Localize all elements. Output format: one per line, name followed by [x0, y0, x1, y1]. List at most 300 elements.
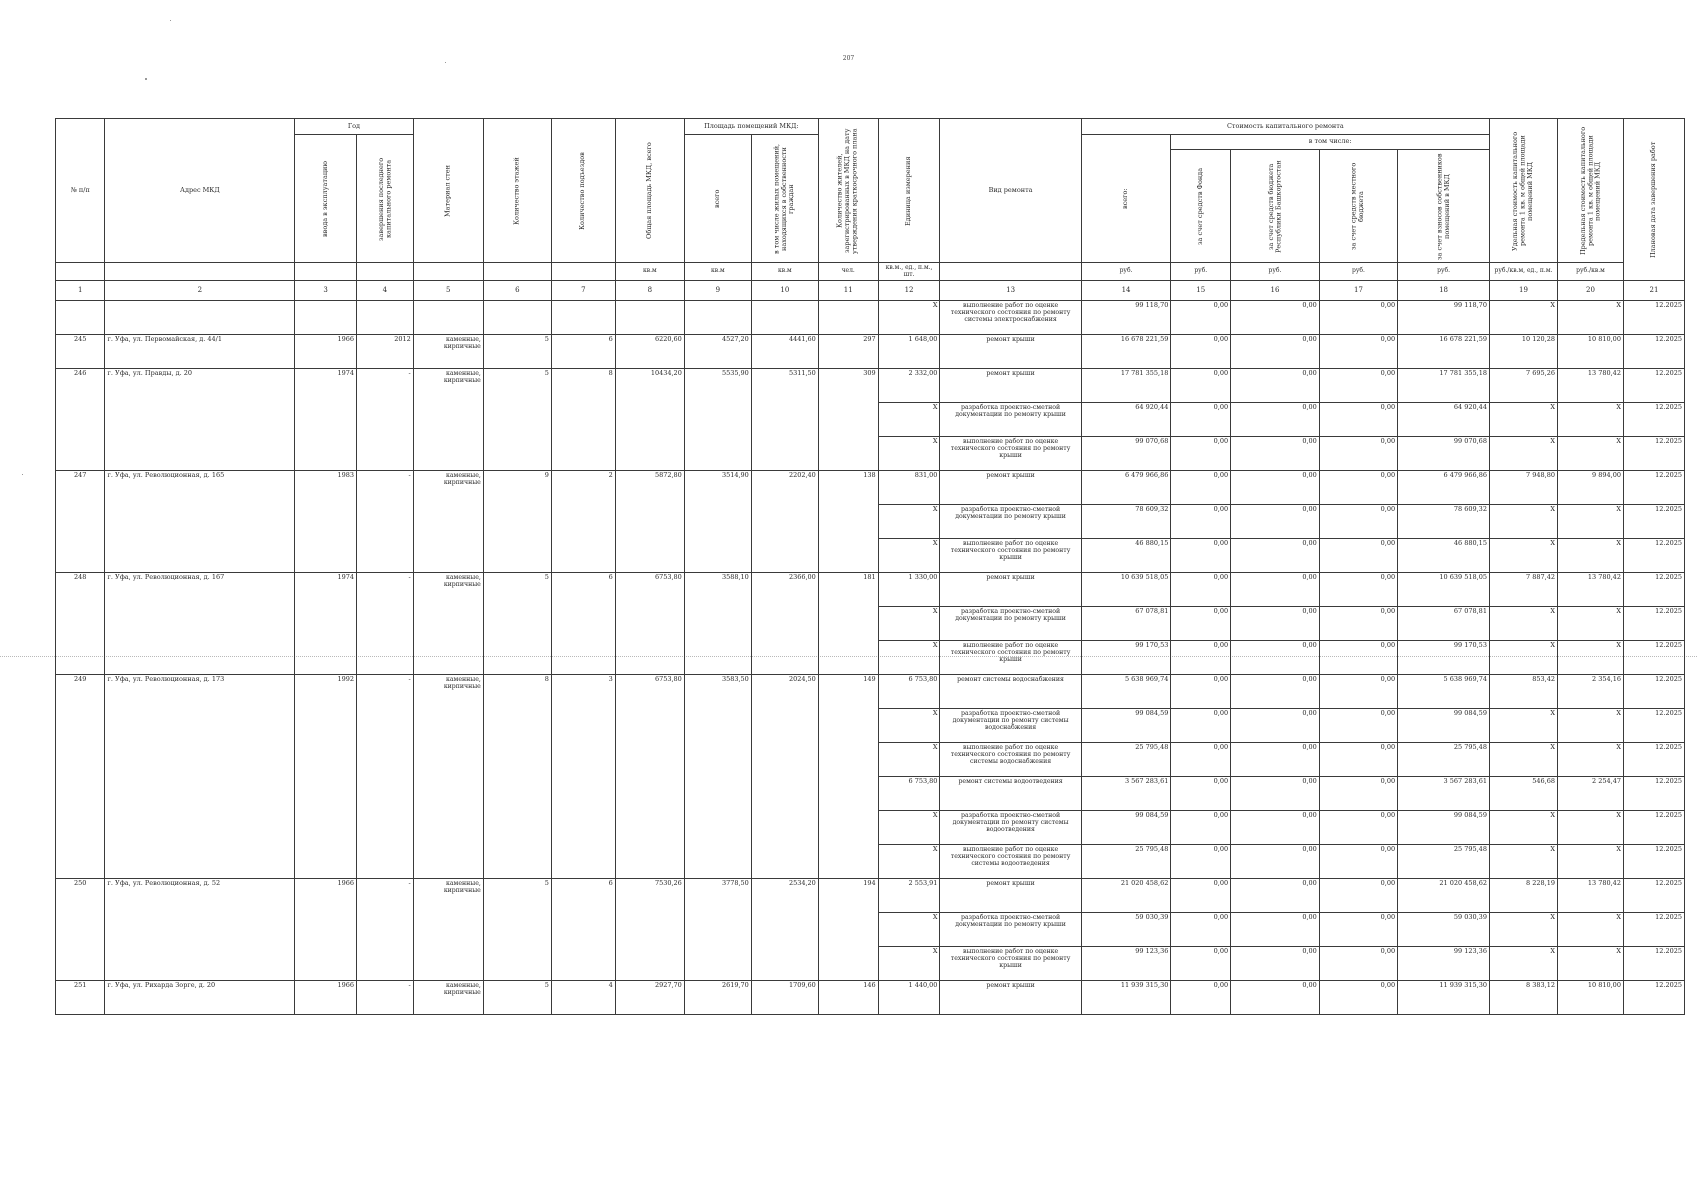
cost-total-cell: 10 639 518,05 [1081, 573, 1171, 607]
wall-material-cell: каменные, кирпичные [413, 471, 483, 573]
cost-local-cell: 0,00 [1319, 301, 1397, 335]
cost-total-cell: 67 078,81 [1081, 607, 1171, 641]
cost-owners-cell: 64 920,44 [1398, 403, 1490, 437]
limit-cost-cell: X [1558, 845, 1624, 879]
limit-cost-cell: X [1558, 403, 1624, 437]
table-body [56, 301, 1685, 1015]
year-built-cell: 1966 [295, 335, 357, 369]
repair-type-cell: ремонт крыши [940, 879, 1081, 913]
planned-date-cell: 12.2025 [1623, 607, 1684, 641]
floors-cell: 9 [483, 471, 551, 573]
header-year-last-repair: завершения последнего капитального ремонта [357, 135, 414, 263]
limit-cost-cell: 13 780,42 [1558, 879, 1624, 913]
table-row [56, 369, 1685, 403]
unit-cost-cell: X [1489, 437, 1557, 471]
cost-local-cell: 0,00 [1319, 675, 1397, 709]
wall-material-cell: каменные, кирпичные [413, 335, 483, 369]
wall-material-cell: каменные, кирпичные [413, 981, 483, 1015]
floors-cell: 5 [483, 879, 551, 981]
row-number: 245 [56, 335, 105, 369]
cost-rb-cell: 0,00 [1231, 947, 1320, 981]
wall-material-cell: каменные, кирпичные [413, 369, 483, 471]
year-built-cell: 1992 [295, 675, 357, 879]
planned-date-cell: 12.2025 [1623, 675, 1684, 709]
header-wall-material: Материал стен [413, 119, 483, 263]
unit-cell: кв.м [615, 263, 684, 281]
address-cell: г. Уфа, ул. Первомайская, д. 44/1 [105, 335, 295, 369]
unit-cell: руб. [1171, 263, 1231, 281]
planned-date-cell: 12.2025 [1623, 947, 1684, 981]
limit-cost-cell: X [1558, 505, 1624, 539]
year-repair-cell: - [357, 573, 414, 675]
cost-fund-cell: 0,00 [1171, 981, 1231, 1015]
repair-type-cell: выполнение работ по оценке технического состояния по ремонту системы электроснабжения [940, 301, 1081, 335]
total-area-cell [615, 301, 684, 335]
planned-date-cell: 12.2025 [1623, 743, 1684, 777]
header-address: Адрес МКД [105, 119, 295, 263]
row-number: 247 [56, 471, 105, 573]
column-number: 14 [1081, 281, 1171, 301]
repair-type-cell: разработка проектно-сметной документации по ремонту крыши [940, 913, 1081, 947]
unit-value-cell: X [878, 913, 940, 947]
total-area-cell: 2927,70 [615, 981, 684, 1015]
total-area-cell: 6753,80 [615, 675, 684, 879]
unit-cost-cell: X [1489, 505, 1557, 539]
unit-cost-cell: X [1489, 607, 1557, 641]
cost-total-cell: 25 795,48 [1081, 845, 1171, 879]
cost-local-cell: 0,00 [1319, 437, 1397, 471]
year-built-cell: 1966 [295, 981, 357, 1015]
cost-owners-cell: 3 567 283,61 [1398, 777, 1490, 811]
area-living-cell: 2366,00 [751, 573, 818, 675]
table-row [56, 471, 1685, 505]
unit-value-cell: X [878, 437, 940, 471]
repair-type-cell: выполнение работ по оценке технического состояния по ремонту системы водоотведения [940, 845, 1081, 879]
unit-value-cell: 6 753,80 [878, 777, 940, 811]
cost-rb-cell: 0,00 [1231, 369, 1320, 403]
area-living-cell: 5311,50 [751, 369, 818, 471]
table-row [56, 301, 1685, 335]
cost-owners-cell: 99 170,53 [1398, 641, 1490, 675]
header-cost-group: Стоимость капитального ремонта [1081, 119, 1489, 135]
area-living-cell: 2024,50 [751, 675, 818, 879]
year-repair-cell: - [357, 675, 414, 879]
floors-cell: 5 [483, 335, 551, 369]
year-built-cell [295, 301, 357, 335]
cost-local-cell: 0,00 [1319, 335, 1397, 369]
cost-rb-cell: 0,00 [1231, 641, 1320, 675]
cost-local-cell: 0,00 [1319, 981, 1397, 1015]
unit-value-cell: X [878, 301, 940, 335]
cost-total-cell: 59 030,39 [1081, 913, 1171, 947]
header-total-area: Общая площадь МКД, всего [615, 119, 684, 263]
residents-cell: 309 [818, 369, 878, 471]
year-built-cell: 1983 [295, 471, 357, 573]
header-cost-fund: за счет средств Фонда [1171, 150, 1231, 263]
header-year-built: ввода в эксплуатацию [295, 135, 357, 263]
cost-rb-cell: 0,00 [1231, 505, 1320, 539]
header-area-all: всего [684, 135, 751, 263]
header-cost-local: за счет средств местного бюджета [1319, 150, 1397, 263]
cost-total-cell: 99 070,68 [1081, 437, 1171, 471]
cost-owners-cell: 67 078,81 [1398, 607, 1490, 641]
header-repair-type: Вид ремонта [940, 119, 1081, 263]
entrances-cell: 6 [551, 335, 615, 369]
repair-type-cell: ремонт системы водоснабжения [940, 675, 1081, 709]
cost-fund-cell: 0,00 [1171, 573, 1231, 607]
cost-local-cell: 0,00 [1319, 641, 1397, 675]
unit-cell [295, 263, 357, 281]
cost-owners-cell: 5 638 969,74 [1398, 675, 1490, 709]
unit-value-cell: 1 440,00 [878, 981, 940, 1015]
cost-local-cell: 0,00 [1319, 845, 1397, 879]
cost-owners-cell: 17 781 355,18 [1398, 369, 1490, 403]
repair-type-cell: выполнение работ по оценке технического состояния по ремонту крыши [940, 437, 1081, 471]
wall-material-cell: каменные, кирпичные [413, 573, 483, 675]
unit-cost-cell: X [1489, 403, 1557, 437]
cost-local-cell: 0,00 [1319, 777, 1397, 811]
unit-cell: чел. [818, 263, 878, 281]
cost-rb-cell: 0,00 [1231, 607, 1320, 641]
cost-rb-cell: 0,00 [1231, 437, 1320, 471]
planned-date-cell: 12.2025 [1623, 471, 1684, 505]
residents-cell: 181 [818, 573, 878, 675]
limit-cost-cell: X [1558, 709, 1624, 743]
repair-type-cell: разработка проектно-сметной документации по ремонту крыши [940, 505, 1081, 539]
repair-type-cell: ремонт крыши [940, 981, 1081, 1015]
unit-cell [357, 263, 414, 281]
unit-cost-cell: 853,42 [1489, 675, 1557, 709]
unit-cost-cell: X [1489, 947, 1557, 981]
header-unit: Единица измерения [878, 119, 940, 263]
row-number: 250 [56, 879, 105, 981]
unit-value-cell: 2 332,00 [878, 369, 940, 403]
unit-cell: руб. [1231, 263, 1320, 281]
limit-cost-cell: X [1558, 913, 1624, 947]
table-row [56, 675, 1685, 709]
row-number: 251 [56, 981, 105, 1015]
floors-cell: 5 [483, 573, 551, 675]
cost-fund-cell: 0,00 [1171, 539, 1231, 573]
planned-date-cell: 12.2025 [1623, 301, 1684, 335]
residents-cell: 138 [818, 471, 878, 573]
repair-type-cell: выполнение работ по оценке технического состояния по ремонту системы водоснабжения [940, 743, 1081, 777]
year-built-cell: 1966 [295, 879, 357, 981]
unit-cell [413, 263, 483, 281]
cost-fund-cell: 0,00 [1171, 505, 1231, 539]
column-number: 20 [1558, 281, 1624, 301]
column-number: 1 [56, 281, 105, 301]
scan-speck [145, 78, 147, 80]
row-number: 248 [56, 573, 105, 675]
area-all-cell: 5535,90 [684, 369, 751, 471]
limit-cost-cell: X [1558, 743, 1624, 777]
column-number: 7 [551, 281, 615, 301]
unit-value-cell: X [878, 743, 940, 777]
year-repair-cell: - [357, 471, 414, 573]
residents-cell: 149 [818, 675, 878, 879]
column-number: 9 [684, 281, 751, 301]
column-number: 18 [1398, 281, 1490, 301]
limit-cost-cell: 10 810,00 [1558, 981, 1624, 1015]
unit-value-cell: X [878, 709, 940, 743]
cost-local-cell: 0,00 [1319, 369, 1397, 403]
limit-cost-cell: 2 354,16 [1558, 675, 1624, 709]
year-repair-cell: - [357, 981, 414, 1015]
cost-fund-cell: 0,00 [1171, 947, 1231, 981]
cost-total-cell: 99 084,59 [1081, 709, 1171, 743]
header-entrances: Количество подъездов [551, 119, 615, 263]
cost-owners-cell: 25 795,48 [1398, 845, 1490, 879]
cost-total-cell: 64 920,44 [1081, 403, 1171, 437]
header-residents: Количество жителей, зарегистрированных в МКД на дату утверждения краткосрочного плана [818, 119, 878, 263]
floors-cell [483, 301, 551, 335]
column-number: 8 [615, 281, 684, 301]
unit-value-cell: X [878, 845, 940, 879]
planned-date-cell: 12.2025 [1623, 777, 1684, 811]
cost-owners-cell: 99 070,68 [1398, 437, 1490, 471]
area-all-cell: 3514,90 [684, 471, 751, 573]
limit-cost-cell: X [1558, 301, 1624, 335]
area-living-cell: 4441,60 [751, 335, 818, 369]
table-row [56, 573, 1685, 607]
cost-rb-cell: 0,00 [1231, 675, 1320, 709]
column-number: 11 [818, 281, 878, 301]
cost-owners-cell: 16 678 221,59 [1398, 335, 1490, 369]
unit-value-cell: X [878, 607, 940, 641]
planned-date-cell: 12.2025 [1623, 573, 1684, 607]
area-living-cell [751, 301, 818, 335]
planned-date-cell: 12.2025 [1623, 539, 1684, 573]
unit-value-cell: 6 753,80 [878, 675, 940, 709]
header-unit-cost: Удельная стоимость капитального ремонта 1 кв. м общей площади помещений МКД [1489, 119, 1557, 263]
cost-rb-cell: 0,00 [1231, 301, 1320, 335]
cost-local-cell: 0,00 [1319, 913, 1397, 947]
total-area-cell: 10434,20 [615, 369, 684, 471]
repair-type-cell: разработка проектно-сметной документации по ремонту системы водоотведения [940, 811, 1081, 845]
address-cell: г. Уфа, ул. Революционная, д. 167 [105, 573, 295, 675]
cost-owners-cell: 25 795,48 [1398, 743, 1490, 777]
cost-fund-cell: 0,00 [1171, 675, 1231, 709]
page-number: 207 [842, 55, 855, 62]
planned-date-cell: 12.2025 [1623, 811, 1684, 845]
header-number: № п/п [56, 119, 105, 263]
column-number: 19 [1489, 281, 1557, 301]
entrances-cell: 6 [551, 573, 615, 675]
planned-date-cell: 12.2025 [1623, 709, 1684, 743]
repair-type-cell: выполнение работ по оценке технического состояния по ремонту крыши [940, 947, 1081, 981]
repair-type-cell: ремонт крыши [940, 335, 1081, 369]
cost-fund-cell: 0,00 [1171, 709, 1231, 743]
cost-total-cell: 46 880,15 [1081, 539, 1171, 573]
cost-total-cell: 5 638 969,74 [1081, 675, 1171, 709]
residents-cell [818, 301, 878, 335]
cost-owners-cell: 11 939 315,30 [1398, 981, 1490, 1015]
header-year-group: Год [295, 119, 414, 135]
header-cost-owners: за счет взносов собственников помещений в МКД [1398, 150, 1490, 263]
unit-cell [56, 263, 105, 281]
limit-cost-cell: X [1558, 607, 1624, 641]
cost-local-cell: 0,00 [1319, 539, 1397, 573]
year-built-cell: 1974 [295, 369, 357, 471]
repair-type-cell: выполнение работ по оценке технического состояния по ремонту крыши [940, 641, 1081, 675]
area-all-cell: 3583,50 [684, 675, 751, 879]
area-all-cell: 2619,70 [684, 981, 751, 1015]
cost-fund-cell: 0,00 [1171, 301, 1231, 335]
total-area-cell: 5872,80 [615, 471, 684, 573]
unit-cost-cell: X [1489, 845, 1557, 879]
unit-cell [105, 263, 295, 281]
cost-local-cell: 0,00 [1319, 743, 1397, 777]
unit-cost-cell: X [1489, 709, 1557, 743]
repair-type-cell: ремонт крыши [940, 471, 1081, 505]
unit-value-cell: X [878, 947, 940, 981]
year-repair-cell: - [357, 369, 414, 471]
cost-fund-cell: 0,00 [1171, 437, 1231, 471]
unit-cell: руб./кв.м, ед., п.м. [1489, 263, 1557, 281]
cost-rb-cell: 0,00 [1231, 539, 1320, 573]
limit-cost-cell: X [1558, 811, 1624, 845]
cost-fund-cell: 0,00 [1171, 335, 1231, 369]
total-area-cell: 6220,60 [615, 335, 684, 369]
cost-total-cell: 16 678 221,59 [1081, 335, 1171, 369]
limit-cost-cell: 13 780,42 [1558, 369, 1624, 403]
column-number: 6 [483, 281, 551, 301]
cost-rb-cell: 0,00 [1231, 879, 1320, 913]
limit-cost-cell: X [1558, 641, 1624, 675]
cost-fund-cell: 0,00 [1171, 777, 1231, 811]
limit-cost-cell: 9 894,00 [1558, 471, 1624, 505]
column-number: 2 [105, 281, 295, 301]
planned-date-cell: 12.2025 [1623, 403, 1684, 437]
limit-cost-cell: X [1558, 947, 1624, 981]
cost-fund-cell: 0,00 [1171, 913, 1231, 947]
cost-local-cell: 0,00 [1319, 811, 1397, 845]
cost-local-cell: 0,00 [1319, 403, 1397, 437]
residents-cell: 194 [818, 879, 878, 981]
cost-local-cell: 0,00 [1319, 709, 1397, 743]
cost-fund-cell: 0,00 [1171, 811, 1231, 845]
unit-value-cell: X [878, 641, 940, 675]
column-number: 15 [1171, 281, 1231, 301]
unit-cost-cell: 10 120,28 [1489, 335, 1557, 369]
planned-date-cell: 12.2025 [1623, 369, 1684, 403]
scan-speck [22, 474, 23, 475]
cost-total-cell: 6 479 966,86 [1081, 471, 1171, 505]
cost-local-cell: 0,00 [1319, 879, 1397, 913]
unit-cell: руб./кв.м [1558, 263, 1624, 281]
cost-rb-cell: 0,00 [1231, 811, 1320, 845]
repair-type-cell: разработка проектно-сметной документации по ремонту крыши [940, 403, 1081, 437]
unit-cost-cell: X [1489, 811, 1557, 845]
cost-total-cell: 21 020 458,62 [1081, 879, 1171, 913]
cost-fund-cell: 0,00 [1171, 403, 1231, 437]
unit-cell: кв.м [684, 263, 751, 281]
cost-owners-cell: 99 084,59 [1398, 709, 1490, 743]
unit-cost-cell: 8 228,19 [1489, 879, 1557, 913]
limit-cost-cell: 10 810,00 [1558, 335, 1624, 369]
floors-cell: 5 [483, 369, 551, 471]
unit-value-cell: 2 553,91 [878, 879, 940, 913]
cost-rb-cell: 0,00 [1231, 403, 1320, 437]
cost-local-cell: 0,00 [1319, 573, 1397, 607]
residents-cell: 297 [818, 335, 878, 369]
column-number: 10 [751, 281, 818, 301]
residents-cell: 146 [818, 981, 878, 1015]
unit-cost-cell: X [1489, 913, 1557, 947]
total-area-cell: 6753,80 [615, 573, 684, 675]
year-repair-cell: - [357, 879, 414, 981]
cost-owners-cell: 78 609,32 [1398, 505, 1490, 539]
header-cost-total: всего: [1081, 135, 1171, 263]
floors-cell: 5 [483, 981, 551, 1015]
entrances-cell: 8 [551, 369, 615, 471]
limit-cost-cell: X [1558, 539, 1624, 573]
unit-cell [483, 263, 551, 281]
unit-cell: кв.м [751, 263, 818, 281]
year-repair-cell: 2012 [357, 335, 414, 369]
entrances-cell: 6 [551, 879, 615, 981]
wall-material-cell: каменные, кирпичные [413, 879, 483, 981]
total-area-cell: 7530,26 [615, 879, 684, 981]
planned-date-cell: 12.2025 [1623, 437, 1684, 471]
cost-owners-cell: 99 084,59 [1398, 811, 1490, 845]
cost-owners-cell: 6 479 966,86 [1398, 471, 1490, 505]
unit-cost-cell: 8 383,12 [1489, 981, 1557, 1015]
table-row [56, 335, 1685, 369]
cost-rb-cell: 0,00 [1231, 743, 1320, 777]
cost-rb-cell: 0,00 [1231, 845, 1320, 879]
address-cell: г. Уфа, ул. Революционная, д. 165 [105, 471, 295, 573]
unit-cell [940, 263, 1081, 281]
cost-rb-cell: 0,00 [1231, 471, 1320, 505]
unit-cell: руб. [1319, 263, 1397, 281]
cost-total-cell: 99 118,70 [1081, 301, 1171, 335]
header-cost-rb: за счет средств бюджета Республики Башкортостан [1231, 150, 1320, 263]
repair-type-cell: ремонт крыши [940, 573, 1081, 607]
unit-cost-cell: 7 695,26 [1489, 369, 1557, 403]
year-repair-cell [357, 301, 414, 335]
column-number: 4 [357, 281, 414, 301]
limit-cost-cell: 2 254,47 [1558, 777, 1624, 811]
unit-value-cell: 1 330,00 [878, 573, 940, 607]
cost-rb-cell: 0,00 [1231, 777, 1320, 811]
row-number: 246 [56, 369, 105, 471]
unit-cost-cell: 546,68 [1489, 777, 1557, 811]
cost-local-cell: 0,00 [1319, 607, 1397, 641]
cost-total-cell: 11 939 315,30 [1081, 981, 1171, 1015]
entrances-cell [551, 301, 615, 335]
unit-cell: кв.м., ед., п.м., шт. [878, 263, 940, 281]
scan-speck [445, 62, 446, 63]
unit-value-cell: X [878, 539, 940, 573]
table-row [56, 981, 1685, 1015]
planned-date-cell: 12.2025 [1623, 505, 1684, 539]
cost-rb-cell: 0,00 [1231, 709, 1320, 743]
planned-date-cell: 12.2025 [1623, 335, 1684, 369]
cost-rb-cell: 0,00 [1231, 981, 1320, 1015]
entrances-cell: 3 [551, 675, 615, 879]
cost-owners-cell: 99 123,36 [1398, 947, 1490, 981]
header-area-group: Площадь помещений МКД: [684, 119, 818, 135]
entrances-cell: 2 [551, 471, 615, 573]
area-all-cell: 4527,20 [684, 335, 751, 369]
cost-owners-cell: 46 880,15 [1398, 539, 1490, 573]
area-all-cell [684, 301, 751, 335]
cost-fund-cell: 0,00 [1171, 845, 1231, 879]
unit-cost-cell: X [1489, 301, 1557, 335]
unit-cost-cell: 7 948,80 [1489, 471, 1557, 505]
